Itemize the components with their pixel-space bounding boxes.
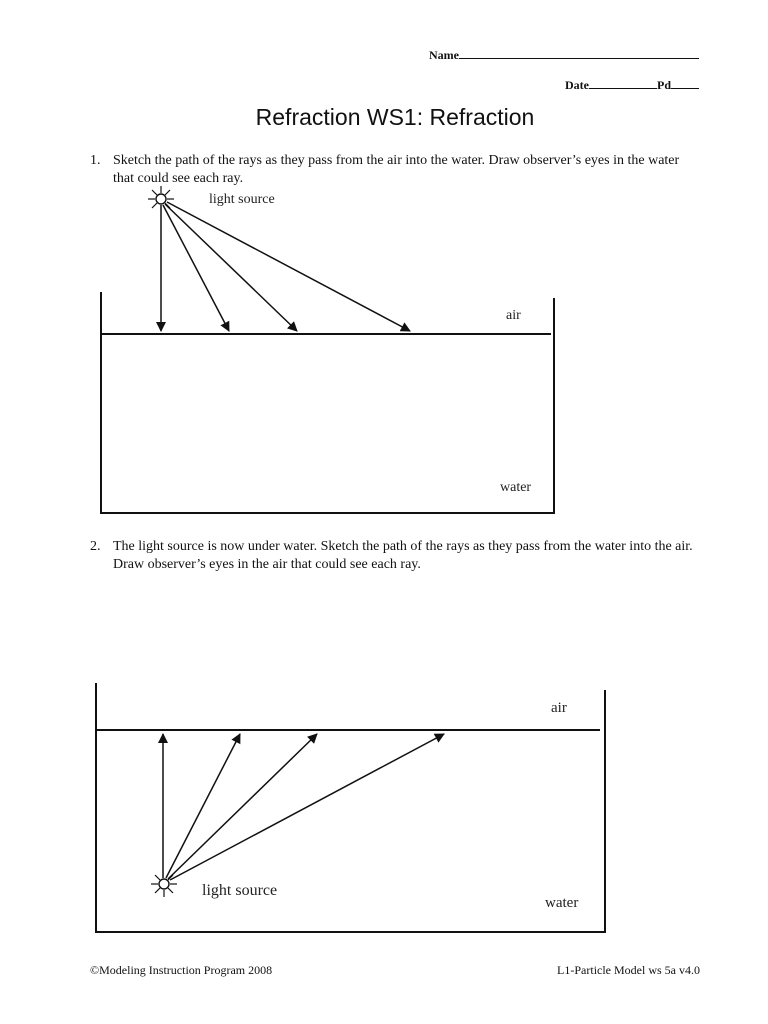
incident-rays-2 xyxy=(163,734,444,880)
air-label: air xyxy=(551,700,567,716)
question-text: The light source is now under water. Sketch the path of the rays as they pass from the water into the air. Draw observer’s eyes in the air that could see each ray. xyxy=(113,539,693,572)
ray xyxy=(163,205,229,331)
footer-copyright: ©Modeling Instruction Program 2008 xyxy=(90,963,273,977)
light-source-label: light source xyxy=(209,192,275,207)
tank-1 xyxy=(101,292,554,513)
period-label: Pd xyxy=(657,78,672,92)
question-number: 1. xyxy=(90,153,101,168)
incident-rays-1 xyxy=(161,202,410,331)
air-label: air xyxy=(506,308,521,323)
date-label: Date xyxy=(565,78,589,92)
ray xyxy=(168,734,317,879)
question-2 xyxy=(90,538,700,578)
ray xyxy=(170,734,444,880)
ray xyxy=(166,734,240,878)
water-label: water xyxy=(545,895,579,911)
water-label: water xyxy=(500,480,532,495)
light-source-label: light source xyxy=(202,882,278,899)
ray xyxy=(165,204,297,331)
question-text: Sketch the path of the rays as they pass from the air into the water. Draw observer’s eyes in the water that could see each ray. xyxy=(113,153,680,186)
footer-version: L1-Particle Model ws 5a v4.0 xyxy=(557,963,700,977)
ray xyxy=(167,202,410,331)
name-label: Name xyxy=(429,48,459,62)
question-number: 2. xyxy=(90,539,101,554)
light-source-icon xyxy=(148,186,174,208)
tank-2 xyxy=(96,683,605,932)
page-title: Refraction WS1: Refraction xyxy=(255,104,535,130)
